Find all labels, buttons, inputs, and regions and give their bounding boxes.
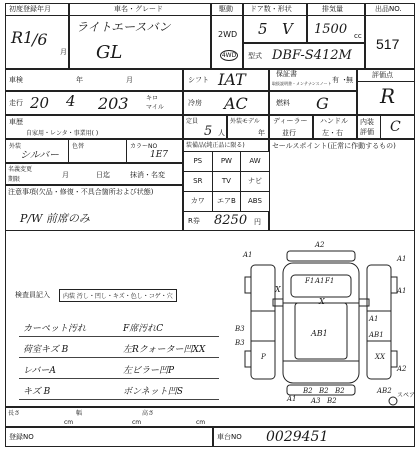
mark-f1-right: F1 bbox=[325, 277, 335, 285]
spare-label: スペア bbox=[397, 392, 416, 399]
first-reg-cell bbox=[5, 3, 69, 69]
doors-cell bbox=[243, 3, 307, 43]
meiki-deadline: 期限 bbox=[8, 176, 21, 183]
ac-label: 冷房 bbox=[188, 99, 202, 107]
dealer-cell bbox=[269, 115, 313, 139]
color-value: シルバー bbox=[20, 150, 60, 161]
equipment-item: TV bbox=[212, 171, 242, 192]
inspection-item-left: キズ B bbox=[23, 387, 51, 397]
score-label: 評価点 bbox=[372, 71, 393, 79]
mileage-value: 203 bbox=[98, 94, 129, 113]
model-label: 型式 bbox=[248, 52, 262, 60]
drive-cell bbox=[211, 3, 243, 69]
inspection-header bbox=[5, 287, 227, 301]
inspection-item-left: 荷室キズ B bbox=[23, 345, 69, 355]
exterior-model-cell bbox=[227, 115, 269, 139]
width-label: 幅 bbox=[76, 410, 83, 417]
equipment-label: 装備品(純正品に限る) bbox=[186, 142, 245, 149]
length-unit: cm bbox=[64, 419, 74, 426]
equipment-item: SR bbox=[183, 171, 213, 192]
mileage-label: 走行 bbox=[9, 99, 23, 107]
shift-cell bbox=[183, 69, 269, 91]
meiki-cell bbox=[5, 163, 183, 185]
height-unit: cm bbox=[196, 419, 206, 426]
capacity-value: 5 bbox=[204, 124, 213, 139]
inspection-item-right: ボンネット凹S bbox=[123, 387, 183, 397]
mark-ab1-right: AB1 bbox=[369, 331, 384, 339]
history-cell bbox=[5, 115, 183, 139]
inspection-item-right: F席汚れC bbox=[123, 324, 164, 334]
mark-a1-right: A1 bbox=[397, 255, 407, 263]
color-label: 外装 bbox=[9, 143, 22, 150]
inspection-label: 検査員記入 bbox=[15, 291, 50, 299]
recycle-value: 8250 bbox=[214, 213, 248, 228]
equipment-item: AW bbox=[240, 151, 270, 172]
interior-label-2: 評価 bbox=[360, 128, 374, 136]
handle-cell bbox=[313, 115, 357, 139]
dealer-value: 並行 bbox=[282, 129, 296, 137]
shaken-label: 車検 bbox=[9, 76, 23, 84]
ac-value: AC bbox=[224, 94, 248, 113]
capacity-label: 定員 bbox=[186, 118, 199, 125]
doors-label: ドア数・形状 bbox=[250, 5, 292, 13]
meiki-label: 名義変更 bbox=[8, 166, 33, 173]
mark-ab1-center: AB1 bbox=[311, 329, 328, 338]
capacity-unit: 人 bbox=[218, 129, 225, 137]
car-name-label: 車名・グレード bbox=[114, 5, 163, 13]
grade: GL bbox=[96, 42, 123, 63]
mark-ab2: AB2 bbox=[377, 387, 392, 395]
color-code-value: 1E7 bbox=[150, 150, 169, 160]
damage-diagram bbox=[231, 241, 415, 407]
mark-a3: A3 bbox=[311, 397, 321, 405]
auction-sheet bbox=[5, 3, 415, 447]
mileage-year: 20 bbox=[30, 94, 50, 112]
meiki-day: 日迄 bbox=[96, 171, 110, 179]
mark-a2-top: A2 bbox=[315, 241, 325, 249]
first-reg-suffix: 月 bbox=[60, 48, 67, 56]
history-options: 自家用・レンタ・事業用( ) bbox=[26, 130, 99, 137]
inspection-item-right: 左Rクォーター凹XX bbox=[123, 345, 206, 355]
equipment-item: PW bbox=[212, 151, 242, 172]
inspection-item-right: 左ビラー凹P bbox=[123, 366, 175, 376]
mileage-month: 4 bbox=[66, 92, 76, 110]
fuel-cell bbox=[269, 91, 357, 115]
mark-a1-hood: A1 bbox=[315, 277, 325, 285]
inspection-item-left: カーペット汚れ bbox=[23, 324, 87, 334]
displacement-label: 排気量 bbox=[322, 5, 343, 13]
mark-p: P bbox=[261, 353, 266, 361]
inspection-row bbox=[19, 382, 219, 400]
color-cell bbox=[5, 139, 183, 163]
length-label: 長さ bbox=[8, 410, 21, 417]
dealer-label: ディーラー bbox=[273, 117, 308, 125]
mileage-unit-mile: マイル bbox=[146, 104, 164, 111]
warranty-yu: 有 bbox=[332, 76, 339, 84]
exterior-model-label: 外装モデル bbox=[230, 118, 260, 125]
reg-no-label: 登録NO bbox=[9, 433, 34, 441]
meiki-options: 抹消・名変 bbox=[130, 171, 165, 179]
dims-cell bbox=[5, 407, 415, 427]
inspection-row bbox=[19, 319, 219, 337]
equipment-item: エアB bbox=[212, 191, 242, 212]
shift-value: IAT bbox=[218, 70, 246, 89]
model-code: DBF-S412M bbox=[272, 48, 352, 63]
equipment-item: PS bbox=[183, 151, 213, 172]
recycle-label: R券 bbox=[188, 217, 200, 225]
shaken-month: 月 bbox=[126, 76, 133, 84]
mileage-cell bbox=[5, 91, 183, 115]
handle-value: 左・右 bbox=[322, 129, 343, 137]
ac-cell bbox=[183, 91, 269, 115]
fuel-value: G bbox=[316, 94, 329, 113]
mark-a1-topleft: A1 bbox=[243, 251, 253, 259]
mark-a2-right: A2 bbox=[397, 365, 407, 373]
notes-value: P/W 前席のみ bbox=[20, 212, 90, 225]
chassis-label: 車台NO bbox=[217, 433, 242, 441]
sell-points-cell bbox=[269, 139, 415, 231]
drive-2wd: 2WD bbox=[218, 30, 238, 39]
car-diagram-svg bbox=[231, 241, 415, 407]
recycle-cell bbox=[183, 211, 269, 231]
mark-b2-rear: B2 bbox=[303, 387, 313, 395]
mark-b3-left2: B3 bbox=[235, 339, 245, 347]
lot-label: 出品NO. bbox=[375, 5, 402, 13]
handle-label: ハンドル bbox=[320, 117, 348, 125]
displacement-value: 1500 bbox=[314, 22, 348, 37]
inspection-options: 内装 汚し・凹し・キズ・色し・コゲ・穴 bbox=[59, 289, 177, 302]
inspection-item-left: レバーA bbox=[23, 366, 56, 376]
chassis-value: 0029451 bbox=[266, 429, 329, 445]
inspection-list bbox=[5, 319, 227, 403]
mark-f1-left: F1 bbox=[305, 277, 315, 285]
score-value: R bbox=[380, 84, 396, 108]
doors-shape: V bbox=[282, 20, 293, 38]
height-label: 高さ bbox=[142, 410, 155, 417]
drive-4wd: 4WD bbox=[221, 52, 237, 59]
mark-b3-left: B3 bbox=[235, 325, 245, 333]
model-cell bbox=[243, 43, 365, 69]
color-code-label: カラーNO bbox=[130, 143, 158, 150]
mark-b2-rear3: B2 bbox=[335, 387, 345, 395]
mark-a1-right3: A1 bbox=[369, 315, 379, 323]
lot-cell bbox=[365, 3, 415, 69]
shaken-cell bbox=[5, 69, 183, 91]
equipment-item: カワ bbox=[183, 191, 213, 212]
car-name-cell bbox=[69, 3, 211, 69]
mark-a1-rear: A1 bbox=[287, 395, 297, 403]
first-reg-era: R1 bbox=[11, 28, 34, 47]
sell-points-label: セールスポイント(正常に作動するもの) bbox=[272, 142, 396, 150]
color-change-label: 色替 bbox=[72, 143, 85, 150]
mark-x-2: X bbox=[275, 285, 281, 294]
warranty-label: 保証書 bbox=[276, 70, 297, 78]
inspection-row bbox=[19, 340, 219, 358]
shaken-year: 年 bbox=[76, 76, 83, 84]
displacement-cell bbox=[307, 3, 365, 43]
mark-b2-rear2: B2 bbox=[319, 387, 329, 395]
displacement-unit: cc bbox=[354, 32, 362, 40]
first-reg-label: 初度登録年月 bbox=[9, 5, 51, 13]
mark-a1-right2: A1 bbox=[397, 287, 407, 295]
equipment-item: ナビ bbox=[240, 171, 270, 192]
capacity-cell bbox=[183, 115, 227, 139]
exterior-model-sub: 年 bbox=[258, 129, 265, 137]
warranty-cell: 保証書 取扱説明書・メンテナンスノート 有 ・ 無 bbox=[269, 69, 357, 91]
drive-label: 駆動 bbox=[219, 5, 233, 13]
mileage-unit-km: キロ bbox=[146, 95, 159, 102]
mark-b2-bottom: B2 bbox=[327, 397, 337, 405]
meiki-month: 月 bbox=[62, 171, 69, 179]
mark-x-1: X bbox=[319, 297, 325, 306]
equipment-grid bbox=[183, 151, 269, 211]
history-label: 車歴 bbox=[9, 118, 23, 126]
recycle-unit: 円 bbox=[254, 218, 261, 226]
interior-label: 内装 bbox=[360, 118, 374, 126]
lot-number: 517 bbox=[376, 36, 400, 52]
fuel-label: 燃料 bbox=[276, 99, 290, 107]
notes-label: 注意事項(欠品・修復・不具合箇所および状態) bbox=[8, 188, 154, 196]
score-cell bbox=[357, 69, 415, 115]
equipment-item: ABS bbox=[240, 191, 270, 212]
warranty-sub: 取扱説明書・メンテナンスノート bbox=[272, 81, 332, 86]
chassis-cell bbox=[213, 427, 415, 447]
notes-cell bbox=[5, 185, 183, 231]
warranty-mu: 無 bbox=[346, 76, 353, 84]
first-reg-month: /6 bbox=[32, 30, 48, 49]
mark-xx: XX bbox=[375, 353, 385, 361]
doors-count: 5 bbox=[258, 20, 268, 38]
interior-score-cell bbox=[357, 115, 415, 139]
interior-value: C bbox=[390, 119, 401, 135]
shift-label: シフト bbox=[188, 76, 209, 84]
inspection-row bbox=[19, 361, 219, 379]
width-unit: cm bbox=[132, 419, 142, 426]
car-name: ライトエースバン bbox=[76, 20, 171, 34]
reg-no-cell bbox=[5, 427, 213, 447]
